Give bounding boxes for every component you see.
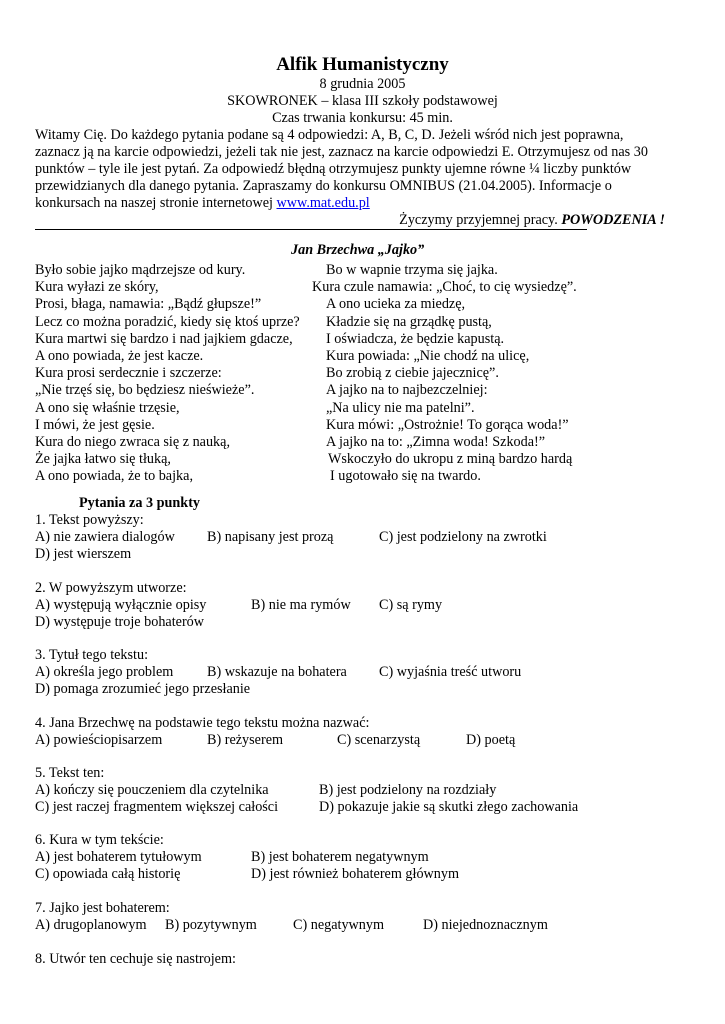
poem-right-line: I ugotowało się na twardo. xyxy=(330,468,481,485)
question-3-option-d: D) pomaga zrozumieć jego przesłanie xyxy=(35,681,251,697)
question-5-option-d: D) pokazuje jakie są skutki złego zachowania xyxy=(319,799,579,815)
wishes-line xyxy=(399,212,665,229)
question-3-option-b: B) wskazuje na bohatera xyxy=(207,664,347,680)
question-2-option-a: A) występują wyłącznie opisy xyxy=(35,597,207,613)
poem-right-line: Bo zrobią z ciebie jajecznicę”. xyxy=(326,365,499,382)
section-title: Pytania za 3 punkty xyxy=(79,495,201,511)
question-1-option-c: C) jest podzielony na zwrotki xyxy=(379,529,547,545)
question-6-option-a: A) jest bohaterem tytułowym xyxy=(35,849,202,865)
intro-line-5 xyxy=(35,195,370,212)
poem-left-line: Kura wyłazi ze skóry, xyxy=(35,279,159,296)
intro-line-1: Witamy Cię. Do każdego pytania podane są 4 odpowiedzi: A, B, C, D. Jeżeli wśród nich jest poprawna, xyxy=(35,127,624,143)
question-3-option-c: C) wyjaśnia treść utworu xyxy=(379,664,522,680)
intro-line-4: przewidzianych dla danego pytania. Zapraszamy do konkursu OMNIBUS (21.04.2005). Informacje o xyxy=(35,178,612,194)
poem-right-line: Kura powiada: „Nie chodź na ulicę, xyxy=(326,348,530,364)
poem-right-line: A jajko na to najbezczelniej: xyxy=(326,382,488,399)
question-6-option-c: C) opowiada całą historię xyxy=(35,866,181,882)
question-6-stem: 6. Kura w tym tekście: xyxy=(35,832,164,848)
poem-left-line: A ono powiada, że jest kacze. xyxy=(35,348,204,364)
poem-left-line: Było sobie jajko mądrzejsze od kury. xyxy=(35,262,246,278)
divider-line xyxy=(35,229,587,230)
question-5-option-c: C) jest raczej fragmentem większej całości xyxy=(35,799,279,815)
poem-left-line: A ono powiada, że to bajka, xyxy=(35,468,193,485)
contest-date: 8 grudnia 2005 xyxy=(319,76,406,92)
question-1-option-a: A) nie zawiera dialogów xyxy=(35,529,175,545)
website-link[interactable]: www.mat.edu.pl xyxy=(276,195,370,211)
page-title: Alfik Humanistyczny xyxy=(276,54,449,75)
poem-right-line: Kładzie się na grządkę pustą, xyxy=(326,313,492,330)
question-7-stem: 7. Jajko jest bohaterem: xyxy=(35,900,170,916)
poem-left-line: Prosi, błaga, namawia: „Bądź głupsze!” xyxy=(35,296,262,313)
question-4-option-a: A) powieściopisarzem xyxy=(35,732,163,748)
contest-duration: Czas trwania konkursu: 45 min. xyxy=(272,110,453,126)
question-5-option-b: B) jest podzielony na rozdziały xyxy=(319,782,497,798)
question-7-option-c: C) negatywnym xyxy=(293,917,385,933)
poem-left-line: Że jajka łatwo się tłuką, xyxy=(35,451,171,468)
poem-left-line: Kura prosi serdecznie i szczerze: xyxy=(35,365,222,382)
question-4-stem: 4. Jana Brzechwę na podstawie tego tekstu można nazwać: xyxy=(35,715,370,731)
intro-line-3: punktów – tyle ile jest pytań. Za odpowiedź błędną otrzymujesz punkty ujemne równe ¼ liczby punktów xyxy=(35,161,632,177)
poem-left-line: „Nie trzęś się, bo będziesz nieświeże”. xyxy=(35,382,255,399)
poem-left-line: Kura do niego zwraca się z nauką, xyxy=(35,434,230,450)
question-2-option-d: D) występuje troje bohaterów xyxy=(35,614,205,630)
poem-right-line: Kura mówi: „Ostrożnie! To gorąca woda!” xyxy=(326,416,569,433)
poem-right-line: Bo w wapnie trzyma się jajka. xyxy=(326,262,498,278)
poem-right-line: „Na ulicy nie ma patelni”. xyxy=(326,399,475,416)
poem-right-line: I oświadcza, że będzie kapustą. xyxy=(326,330,505,347)
question-4-option-c: C) scenarzystą xyxy=(337,732,421,748)
poem-title: Jan Brzechwa „Jajko” xyxy=(291,242,425,258)
wishes-text: Życzymy przyjemnej pracy. xyxy=(399,212,562,228)
question-6-option-d: D) jest również bohaterem głównym xyxy=(251,866,460,882)
question-2-option-b: B) nie ma rymów xyxy=(251,597,351,613)
poem-right-line: Wskoczyło do ukropu z miną bardzo hardą xyxy=(328,451,573,468)
wishes-bold: POWODZENIA ! xyxy=(561,212,665,228)
question-7-option-b: B) pozytywnym xyxy=(165,917,257,933)
question-7-option-d: D) niejednoznacznym xyxy=(423,917,548,933)
intro-line-2: zaznacz ją na karcie odpowiedzi, jeżeli tak nie jest, zaznacz na karcie odpowiedzi E. Otrzymujesz od nas 30 xyxy=(35,144,648,160)
question-2-option-c: C) są rymy xyxy=(379,597,443,613)
question-4-option-d: D) poetą xyxy=(466,732,516,748)
poem-left-line: Kura martwi się bardzo i nad jajkiem gdacze, xyxy=(35,330,293,347)
question-6-option-b: B) jest bohaterem negatywnym xyxy=(251,849,429,865)
poem-right-line: A ono ucieka za miedzę, xyxy=(326,296,466,313)
question-5-stem: 5. Tekst ten: xyxy=(35,765,105,781)
question-3-option-a: A) określa jego problem xyxy=(35,664,174,680)
intro-line-5-text: konkursach na naszej stronie internetowej xyxy=(35,195,277,211)
question-4-option-b: B) reżyserem xyxy=(207,732,284,748)
contest-category: SKOWRONEK – klasa III szkoły podstawowej xyxy=(227,93,498,109)
poem-left-line: Lecz co można poradzić, kiedy się ktoś uprze? xyxy=(35,313,300,330)
question-3-stem: 3. Tytuł tego tekstu: xyxy=(35,647,149,663)
poem-left-line: A ono się właśnie trzęsie, xyxy=(35,399,180,416)
question-7-option-a: A) drugoplanowym xyxy=(35,917,147,933)
question-8-stem: 8. Utwór ten cechuje się nastrojem: xyxy=(35,951,236,967)
question-2-stem: 2. W powyższym utworze: xyxy=(35,580,187,596)
question-5-option-a: A) kończy się pouczeniem dla czytelnika xyxy=(35,782,269,798)
question-1-option-b: B) napisany jest prozą xyxy=(207,529,334,545)
poem-right-line: A jajko na to: „Zimna woda! Szkoda!” xyxy=(326,434,546,450)
question-1-option-d: D) jest wierszem xyxy=(35,546,132,562)
question-1-stem: 1. Tekst powyższy: xyxy=(35,512,144,528)
poem-left-line: I mówi, że jest gęsie. xyxy=(35,416,155,433)
poem-right-line: Kura czule namawia: „Choć, to cię wysiedzę”. xyxy=(312,279,577,296)
